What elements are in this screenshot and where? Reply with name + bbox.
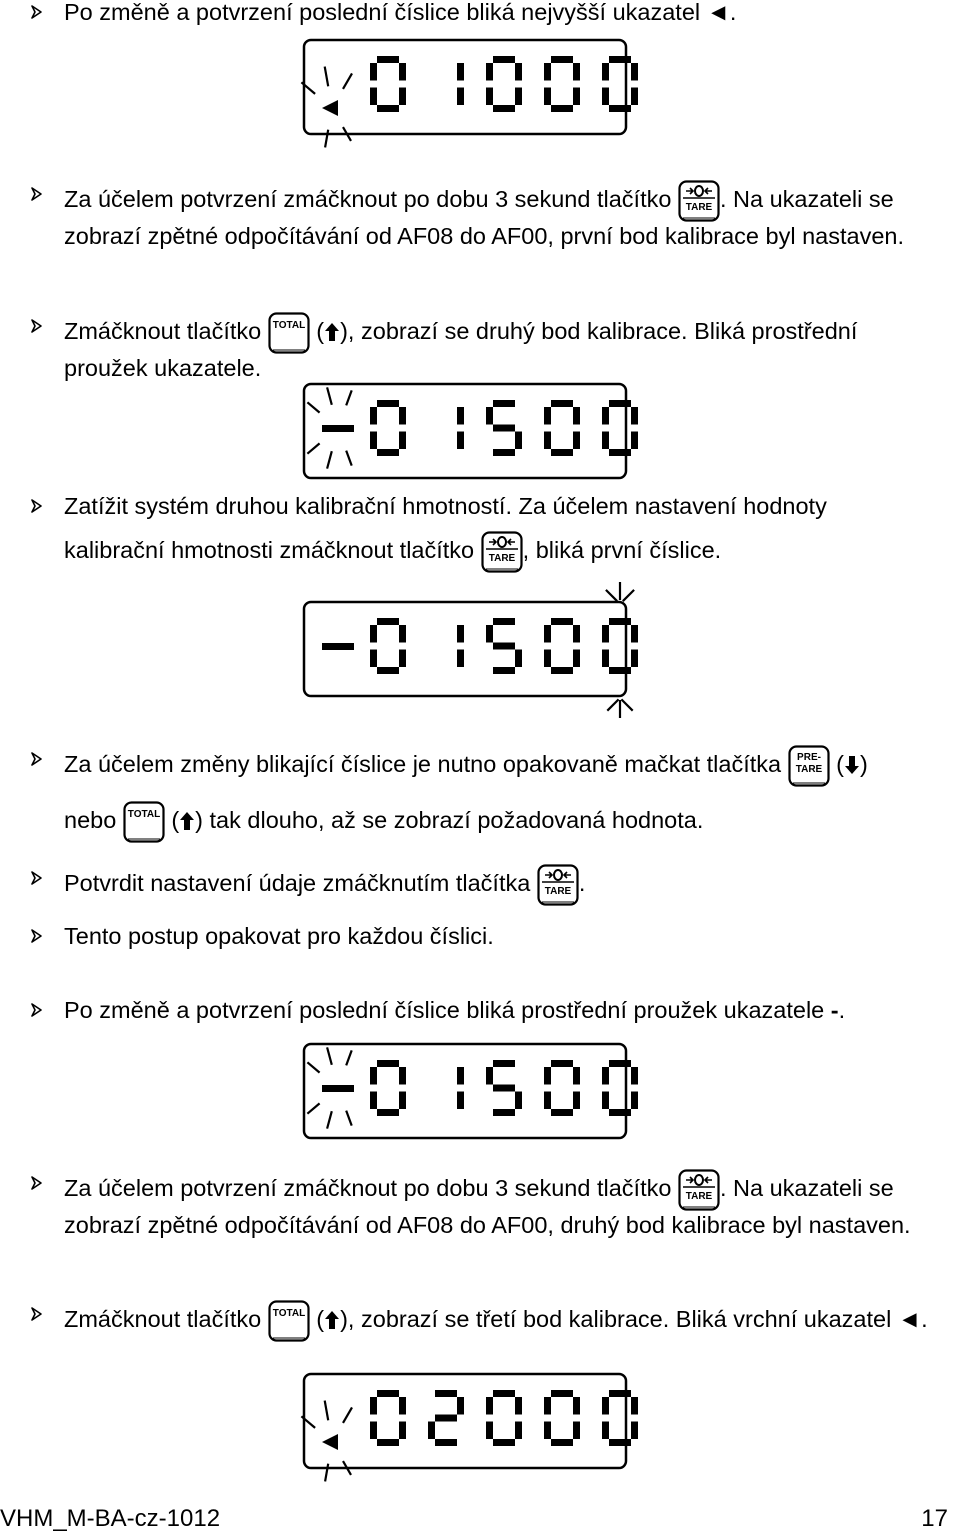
instruction-item (30, 1300, 940, 1342)
instruction-item (30, 745, 940, 843)
instruction-item (30, 0, 940, 27)
svg-text:TARE: TARE (544, 886, 572, 897)
svg-text:TARE: TARE (685, 202, 713, 213)
pre-tare-key-icon (788, 745, 830, 787)
up-arrow-icon (324, 320, 340, 349)
lcd-display-02000 (300, 1372, 630, 1472)
bullet-icon (30, 997, 54, 1023)
zero-tare-key-icon (537, 864, 579, 906)
lcd-minus-segment (322, 425, 354, 432)
instruction-item (30, 312, 940, 383)
total-key-icon (268, 1300, 310, 1342)
instruction-text: Zmáčknout tlačítko TOTAL ( ), zobrazí se druhý bod kalibrace. Bliká prostřední proužek ukazatele. (64, 312, 940, 383)
instruction-item (30, 1169, 940, 1240)
instruction-text: Tento postup opakovat pro každou číslici. (64, 923, 494, 949)
bullet-icon (30, 1301, 54, 1327)
zero-tare-key-icon (678, 1169, 720, 1211)
svg-text:TOTAL: TOTAL (272, 320, 305, 331)
bullet-icon (30, 181, 54, 207)
svg-text:TARE: TARE (488, 553, 515, 564)
svg-text:TOTAL: TOTAL (127, 809, 161, 820)
instruction-item (30, 922, 940, 951)
bullet-icon (30, 313, 54, 339)
instruction-text: Po změně a potvrzení poslední číslice bliká prostřední proužek ukazatele -. (64, 997, 846, 1023)
page-number: 17 (921, 1505, 948, 1532)
up-arrow-icon (179, 809, 195, 838)
bullet-icon (30, 865, 54, 891)
document-id: VHM_M-BA-cz-1012 (0, 1505, 221, 1532)
instruction-item (30, 864, 940, 906)
svg-text:TARE: TARE (685, 1191, 713, 1202)
bullet-icon (30, 1170, 54, 1196)
instruction-text: Za účelem potvrzení zmáčknout po dobu 3 sekund tlačítko TARE . Na ukazateli se zobrazí zpětné odpočítávání od AF08 do AF00, první bod kalibrace byl nastaven. (64, 180, 940, 251)
instruction-text: Za účelem potvrzení zmáčknout po dobu 3 sekund tlačítko TARE . Na ukazateli se zobrazí zpětné odpočítávání od AF08 do AF00, druhý bod kalibrace byl nastaven. (64, 1169, 940, 1240)
bullet-icon (30, 746, 54, 772)
lcd-display-01500 (300, 1042, 630, 1142)
total-key-icon (268, 312, 310, 354)
instruction-text: Zatížit systém druhou kalibrační hmotností. Za účelem nastavení hodnoty kalibrační hmotnosti zmáčknout tlačítko TARE , bliká první číslice. (64, 492, 940, 573)
page-footer (0, 1505, 948, 1533)
lcd-display-01500-first-digit (300, 600, 630, 700)
svg-text:TOTAL: TOTAL (272, 1308, 305, 1319)
lcd-minus-segment (322, 643, 354, 650)
svg-text:PRE-: PRE- (796, 752, 821, 763)
bullet-icon (30, 493, 54, 519)
zero-tare-key-icon (678, 180, 720, 222)
instruction-text: Potvrdit nastavení údaje zmáčknutím tlačítka TARE . (64, 864, 940, 906)
zero-tare-key-icon (481, 531, 523, 573)
lcd-display-01500 (300, 382, 630, 482)
lcd-minus-segment (322, 1085, 354, 1092)
bullet-icon (30, 0, 54, 25)
instruction-text: Po změně a potvrzení poslední číslice bliká nejvyšší ukazatel ◄. (64, 0, 737, 25)
instruction-text: Za účelem změny blikající číslice je nutno opakovaně mačkat tlačítka PRE- TARE ( ) nebo TOTAL ( ) tak dlouho, až se zobrazí požadovaná hodnota. (64, 745, 940, 843)
lcd-display-01000 (300, 38, 630, 138)
total-key-icon (123, 801, 165, 843)
instruction-text: Zmáčknout tlačítko TOTAL ( ), zobrazí se třetí bod kalibrace. Bliká vrchní ukazatel ◄. (64, 1300, 940, 1342)
instruction-item (30, 492, 940, 573)
up-arrow-icon (324, 1308, 340, 1337)
svg-text:TARE: TARE (795, 764, 822, 775)
bullet-icon (30, 923, 54, 949)
instruction-item (30, 996, 940, 1025)
instruction-item (30, 180, 940, 251)
down-arrow-icon (844, 753, 860, 782)
